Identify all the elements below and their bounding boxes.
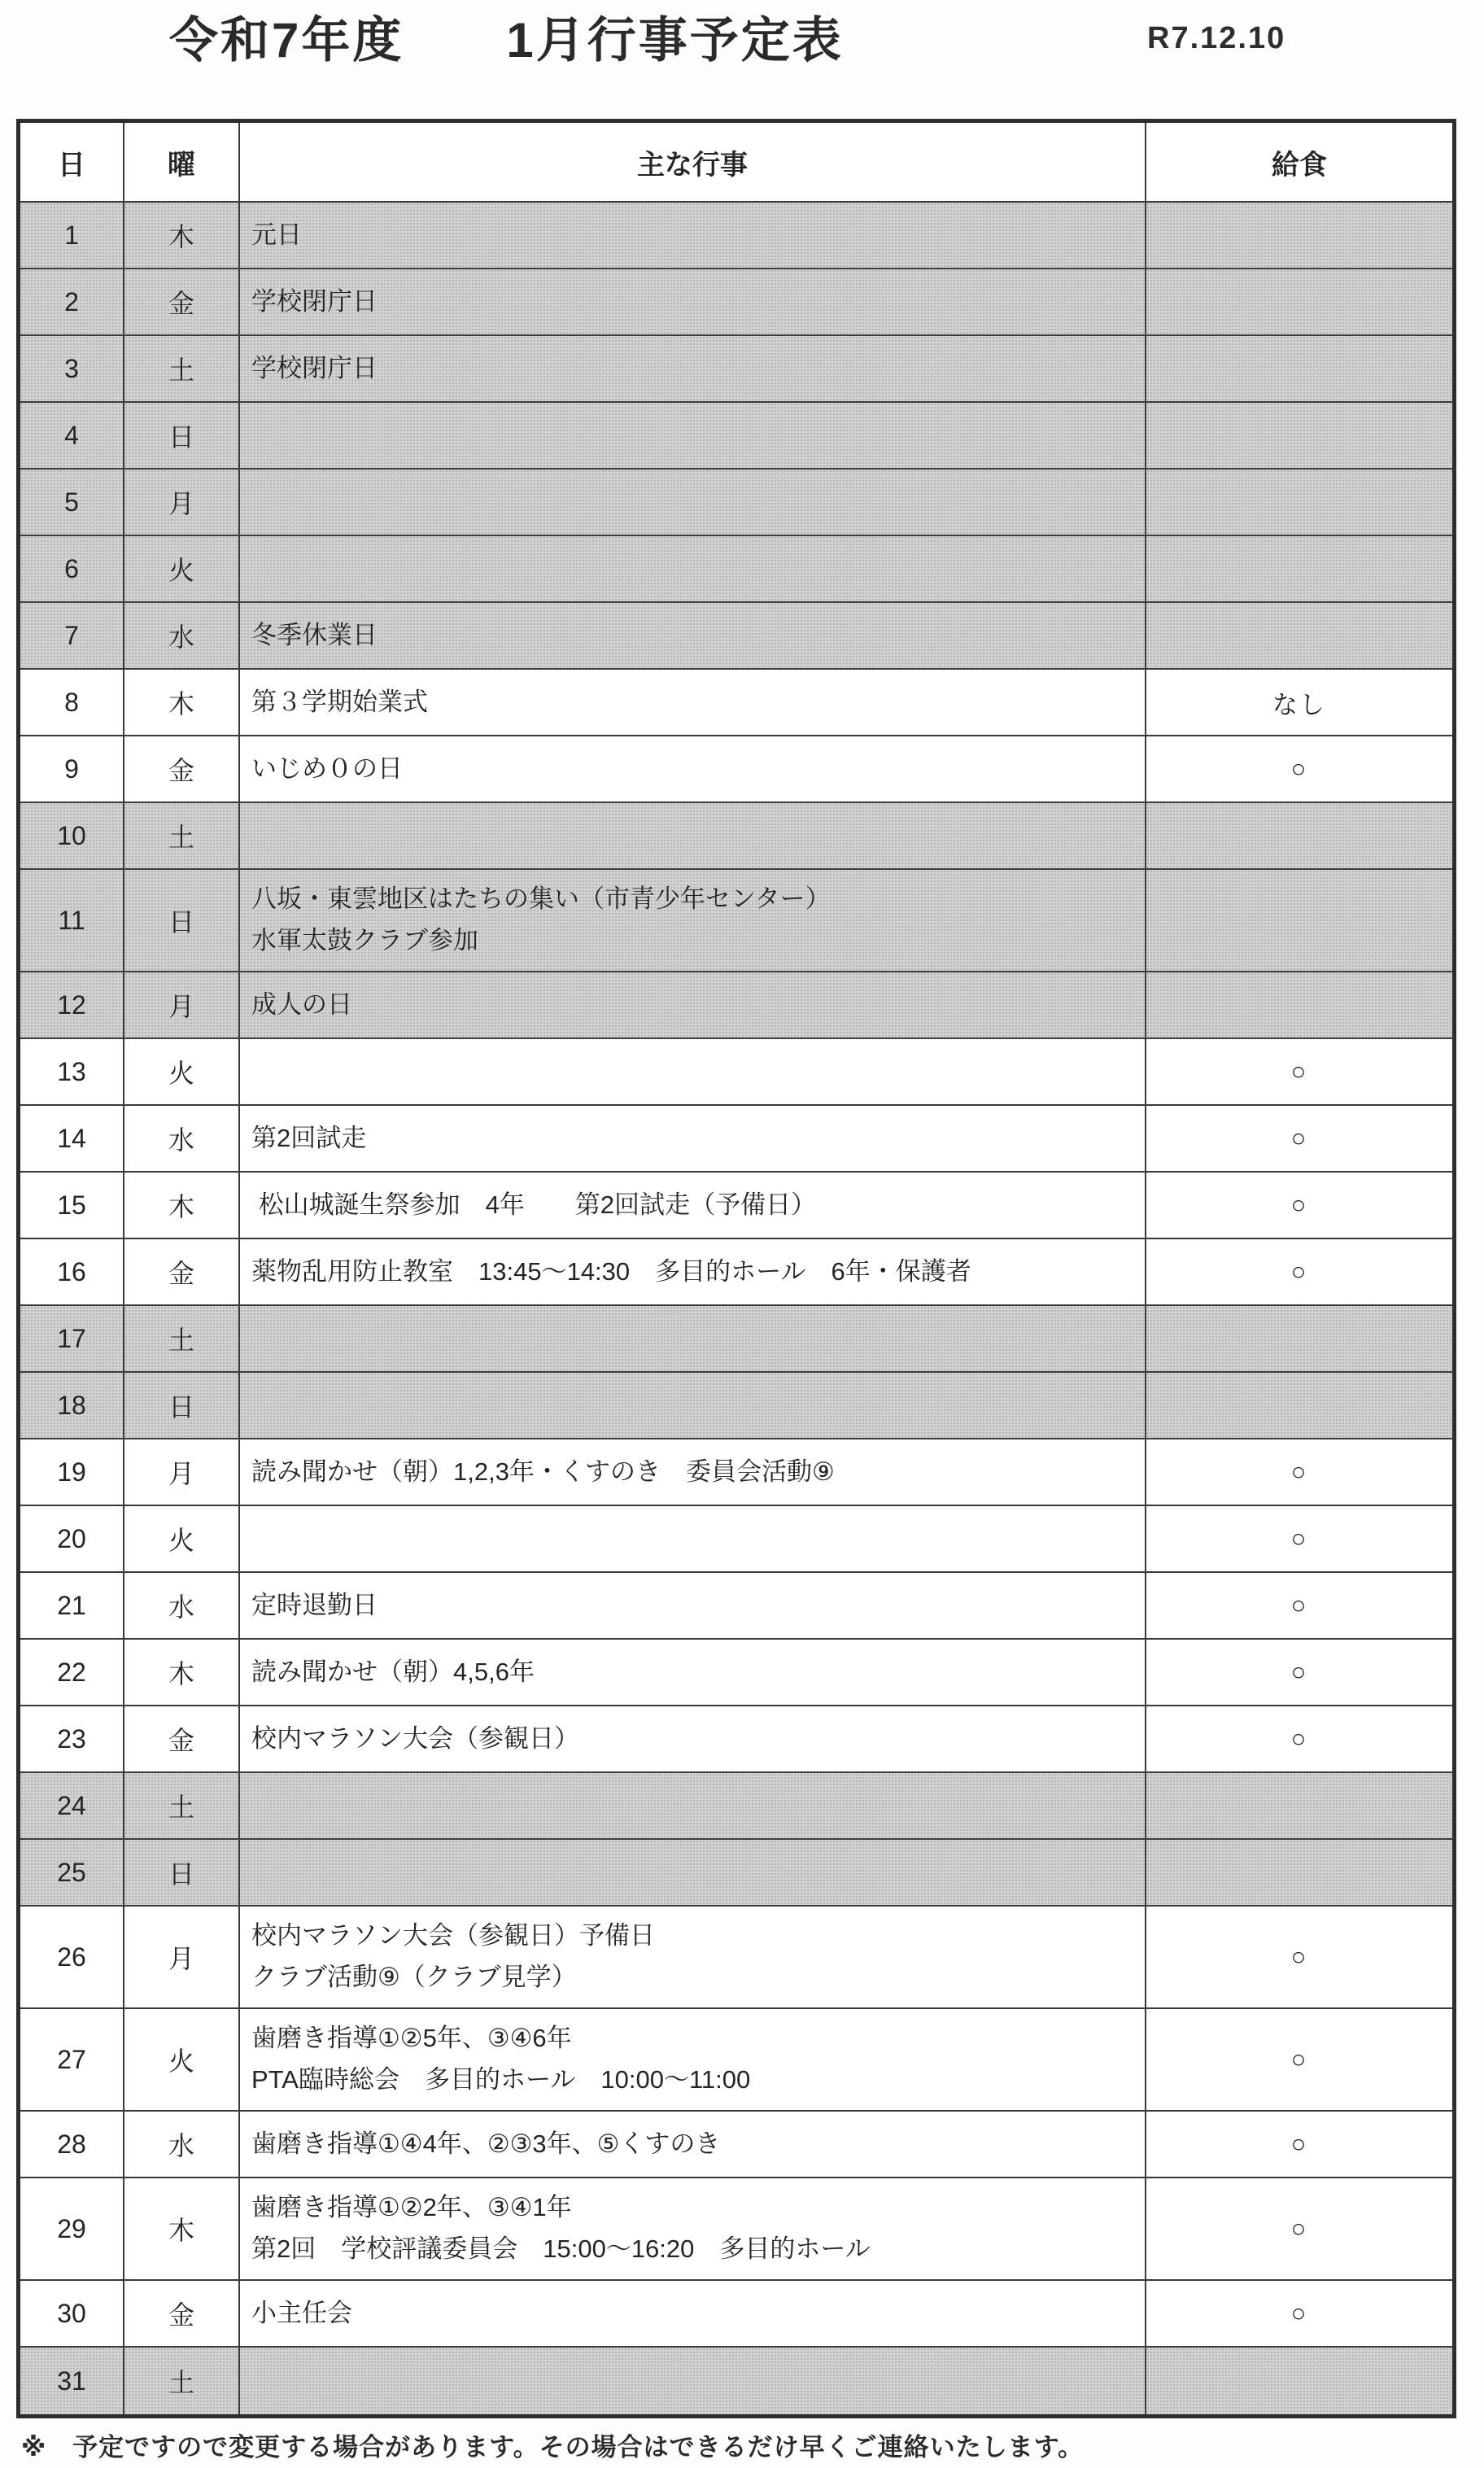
lunch-cell: ○ [1290, 2129, 1308, 2158]
lunch-cell: ○ [1290, 1524, 1308, 1553]
event-line: 歯磨き指導①④4年、②③3年、⑤くすのき [251, 2129, 721, 2158]
event-line: 成人の日 [251, 989, 352, 1019]
header-day: 日 [20, 123, 124, 201]
weekday-cell: 土 [124, 1306, 240, 1371]
table-row [20, 803, 1452, 870]
day-cell: 13 [20, 1039, 124, 1104]
table-row [20, 1706, 1452, 1773]
day-cell: 17 [20, 1306, 124, 1371]
events-cell [240, 536, 1146, 601]
day-cell: 12 [20, 972, 124, 1037]
events-cell [240, 2348, 1146, 2414]
table-row [20, 1239, 1452, 1306]
weekday-cell: 金 [124, 1706, 240, 1771]
header-events: 主な行事 [240, 123, 1146, 201]
event-line: 水軍太鼓クラブ参加 [251, 926, 478, 954]
event-line: 歯磨き指導①②2年、③④1年 [251, 2193, 572, 2222]
event-line: 第2回 学校評議委員会 15:00～16:20 多目的ホール [251, 2234, 871, 2263]
table-row [20, 336, 1452, 403]
event-line: 薬物乱用防止教室 13:45～14:30 多目的ホール 6年・保護者 [251, 1256, 971, 1286]
lunch-cell [1146, 336, 1452, 401]
day-cell: 14 [20, 1106, 124, 1171]
lunch-cell [1146, 1373, 1452, 1438]
table-row [20, 1640, 1452, 1706]
table-row [20, 670, 1452, 736]
lunch-cell [1146, 403, 1452, 468]
header-weekday: 曜 [124, 123, 240, 201]
table-row [20, 1173, 1452, 1239]
events-cell [240, 1773, 1146, 1838]
day-cell: 9 [20, 736, 124, 802]
lunch-cell: ○ [1290, 1658, 1308, 1686]
day-cell: 1 [20, 203, 124, 268]
weekday-cell: 月 [124, 972, 240, 1037]
lunch-cell [1146, 470, 1452, 535]
events-cell [240, 403, 1146, 468]
event-line: 定時退勤日 [251, 1590, 378, 1619]
day-cell: 3 [20, 336, 124, 401]
events-cell [240, 803, 1146, 868]
weekday-cell: 金 [124, 2281, 240, 2346]
day-cell: 29 [20, 2178, 124, 2279]
weekday-cell: 火 [124, 1039, 240, 1104]
header-lunch: 給食 [1146, 123, 1452, 201]
lunch-cell [1146, 1306, 1452, 1371]
day-cell: 22 [20, 1640, 124, 1705]
footer-note: ※ 予定ですので変更する場合があります。その場合はできるだけ早くご連絡いたします。 [21, 2433, 1085, 2461]
table-row [20, 203, 1452, 269]
day-cell: 6 [20, 536, 124, 601]
events-cell [240, 1573, 1146, 1638]
event-line: 冬季休業日 [251, 620, 378, 649]
weekday-cell: 水 [124, 1106, 240, 1171]
weekday-cell: 金 [124, 269, 240, 334]
schedule-table [16, 119, 1456, 2418]
day-cell: 31 [20, 2348, 124, 2414]
lunch-cell [1146, 870, 1452, 971]
day-cell: 30 [20, 2281, 124, 2346]
weekday-cell: 木 [124, 203, 240, 268]
table-row [20, 1907, 1452, 2009]
issue-date: R7.12.10 [1147, 21, 1286, 55]
events-cell [240, 1439, 1146, 1505]
day-cell: 28 [20, 2112, 124, 2177]
day-cell: 27 [20, 2009, 124, 2110]
day-cell: 15 [20, 1173, 124, 1238]
lunch-cell [1146, 603, 1452, 668]
events-cell [240, 2281, 1146, 2346]
events-cell [240, 736, 1146, 802]
events-cell [240, 1173, 1146, 1238]
table-row [20, 870, 1452, 972]
weekday-cell: 水 [124, 2112, 240, 2177]
table-row [20, 536, 1452, 603]
table-row [20, 2281, 1452, 2348]
day-cell: 10 [20, 803, 124, 868]
lunch-cell [1146, 803, 1452, 868]
weekday-cell: 土 [124, 2348, 240, 2414]
event-line: 八坂・東雲地区はたちの集い（市青少年センター） [251, 885, 831, 914]
event-line: 小主任会 [251, 2298, 352, 2327]
day-cell: 26 [20, 1907, 124, 2007]
events-cell [240, 1306, 1146, 1371]
events-cell [240, 1706, 1146, 1771]
weekday-cell: 月 [124, 1907, 240, 2007]
lunch-cell: ○ [1290, 2299, 1308, 2327]
weekday-cell: 火 [124, 2009, 240, 2110]
table-row [20, 603, 1452, 670]
table-row [20, 1573, 1452, 1640]
weekday-cell: 木 [124, 2178, 240, 2279]
table-row [20, 2178, 1452, 2281]
weekday-cell: 月 [124, 1439, 240, 1505]
events-cell [240, 1106, 1146, 1171]
events-cell [240, 2009, 1146, 2110]
table-row [20, 1773, 1452, 1840]
event-line: 読み聞かせ（朝）4,5,6年 [251, 1657, 535, 1686]
event-line: 学校閉庁日 [251, 353, 378, 382]
events-cell [240, 2112, 1146, 2177]
day-cell: 20 [20, 1506, 124, 1571]
events-cell [240, 972, 1146, 1037]
table-row [20, 470, 1452, 536]
events-cell [240, 670, 1146, 735]
lunch-cell [1146, 269, 1452, 334]
lunch-cell: ○ [1290, 1942, 1308, 1971]
day-cell: 4 [20, 403, 124, 468]
lunch-cell [1146, 972, 1452, 1037]
lunch-cell: ○ [1290, 1724, 1308, 1753]
lunch-cell [1146, 536, 1452, 601]
events-cell [240, 1373, 1146, 1438]
day-cell: 16 [20, 1239, 124, 1304]
page-title: 令和7年度 1月行事予定表 [169, 13, 844, 68]
weekday-cell: 日 [124, 870, 240, 971]
table-row [20, 1506, 1452, 1573]
event-line: 校内マラソン大会（参観日） [251, 1723, 579, 1753]
weekday-cell: 水 [124, 603, 240, 668]
day-cell: 18 [20, 1373, 124, 1438]
event-line: 松山城誕生祭参加 4年 第2回試走（予備日） [251, 1190, 817, 1219]
day-cell: 19 [20, 1439, 124, 1505]
table-row [20, 1306, 1452, 1373]
events-cell [240, 1840, 1146, 1905]
events-cell [240, 269, 1146, 334]
weekday-cell: 火 [124, 1506, 240, 1571]
day-cell: 8 [20, 670, 124, 735]
weekday-cell: 土 [124, 336, 240, 401]
event-line: いじめ０の日 [251, 754, 403, 783]
events-cell [240, 336, 1146, 401]
weekday-cell: 木 [124, 1173, 240, 1238]
table-row [20, 2009, 1452, 2112]
table-row [20, 403, 1452, 470]
weekday-cell: 火 [124, 536, 240, 601]
table-row [20, 1840, 1452, 1907]
weekday-cell: 金 [124, 1239, 240, 1304]
table-row [20, 2112, 1452, 2178]
weekday-cell: 月 [124, 470, 240, 535]
table-body [20, 203, 1452, 2414]
lunch-cell: ○ [1290, 1257, 1308, 1286]
day-cell: 23 [20, 1706, 124, 1771]
table-row [20, 1373, 1452, 1439]
day-cell: 24 [20, 1773, 124, 1838]
day-cell: 2 [20, 269, 124, 334]
lunch-cell: ○ [1290, 2045, 1308, 2073]
event-line: PTA臨時総会 多目的ホール 10:00～11:00 [251, 2065, 751, 2094]
weekday-cell: 日 [124, 403, 240, 468]
table-row [20, 1106, 1452, 1173]
day-cell: 7 [20, 603, 124, 668]
event-line: 学校閉庁日 [251, 286, 378, 316]
event-line: 第2回試走 [251, 1123, 367, 1152]
weekday-cell: 日 [124, 1840, 240, 1905]
lunch-cell: ○ [1290, 754, 1308, 783]
lunch-cell: ○ [1290, 2214, 1308, 2243]
events-cell [240, 603, 1146, 668]
table-row [20, 736, 1452, 803]
events-cell [240, 1907, 1146, 2007]
lunch-cell: なし [1272, 690, 1326, 719]
event-line: 読み聞かせ（朝）1,2,3年・くすのき 委員会活動⑨ [251, 1457, 835, 1486]
table-row [20, 1039, 1452, 1106]
events-cell [240, 470, 1146, 535]
table-row [20, 1439, 1452, 1506]
lunch-cell: ○ [1290, 1190, 1308, 1219]
events-cell [240, 1506, 1146, 1571]
weekday-cell: 日 [124, 1373, 240, 1438]
event-line: 元日 [251, 220, 302, 249]
day-cell: 11 [20, 870, 124, 971]
lunch-cell [1146, 1773, 1452, 1838]
lunch-cell [1146, 1840, 1452, 1905]
event-line: 歯磨き指導①②5年、③④6年 [251, 2024, 572, 2053]
events-cell [240, 1640, 1146, 1705]
events-cell [240, 1239, 1146, 1304]
table-row [20, 269, 1452, 336]
weekday-cell: 土 [124, 1773, 240, 1838]
lunch-cell: ○ [1290, 1591, 1308, 1619]
event-line: 第３学期始業式 [251, 687, 428, 716]
weekday-cell: 木 [124, 670, 240, 735]
lunch-cell: ○ [1290, 1057, 1308, 1085]
weekday-cell: 金 [124, 736, 240, 802]
table-row [20, 972, 1452, 1039]
event-line: 校内マラソン大会（参観日）予備日 [251, 1921, 655, 1950]
weekday-cell: 水 [124, 1573, 240, 1638]
events-cell [240, 2178, 1146, 2279]
events-cell [240, 203, 1146, 268]
event-line: クラブ活動⑨（クラブ見学） [251, 1963, 577, 1991]
table-row [20, 2348, 1452, 2414]
weekday-cell: 木 [124, 1640, 240, 1705]
lunch-cell [1146, 203, 1452, 268]
day-cell: 5 [20, 470, 124, 535]
weekday-cell: 土 [124, 803, 240, 868]
events-cell [240, 870, 1146, 971]
day-cell: 21 [20, 1573, 124, 1638]
lunch-cell: ○ [1290, 1457, 1308, 1486]
table-header-row [20, 123, 1452, 203]
lunch-cell: ○ [1290, 1124, 1308, 1152]
day-cell: 25 [20, 1840, 124, 1905]
events-cell [240, 1039, 1146, 1104]
lunch-cell [1146, 2348, 1452, 2414]
